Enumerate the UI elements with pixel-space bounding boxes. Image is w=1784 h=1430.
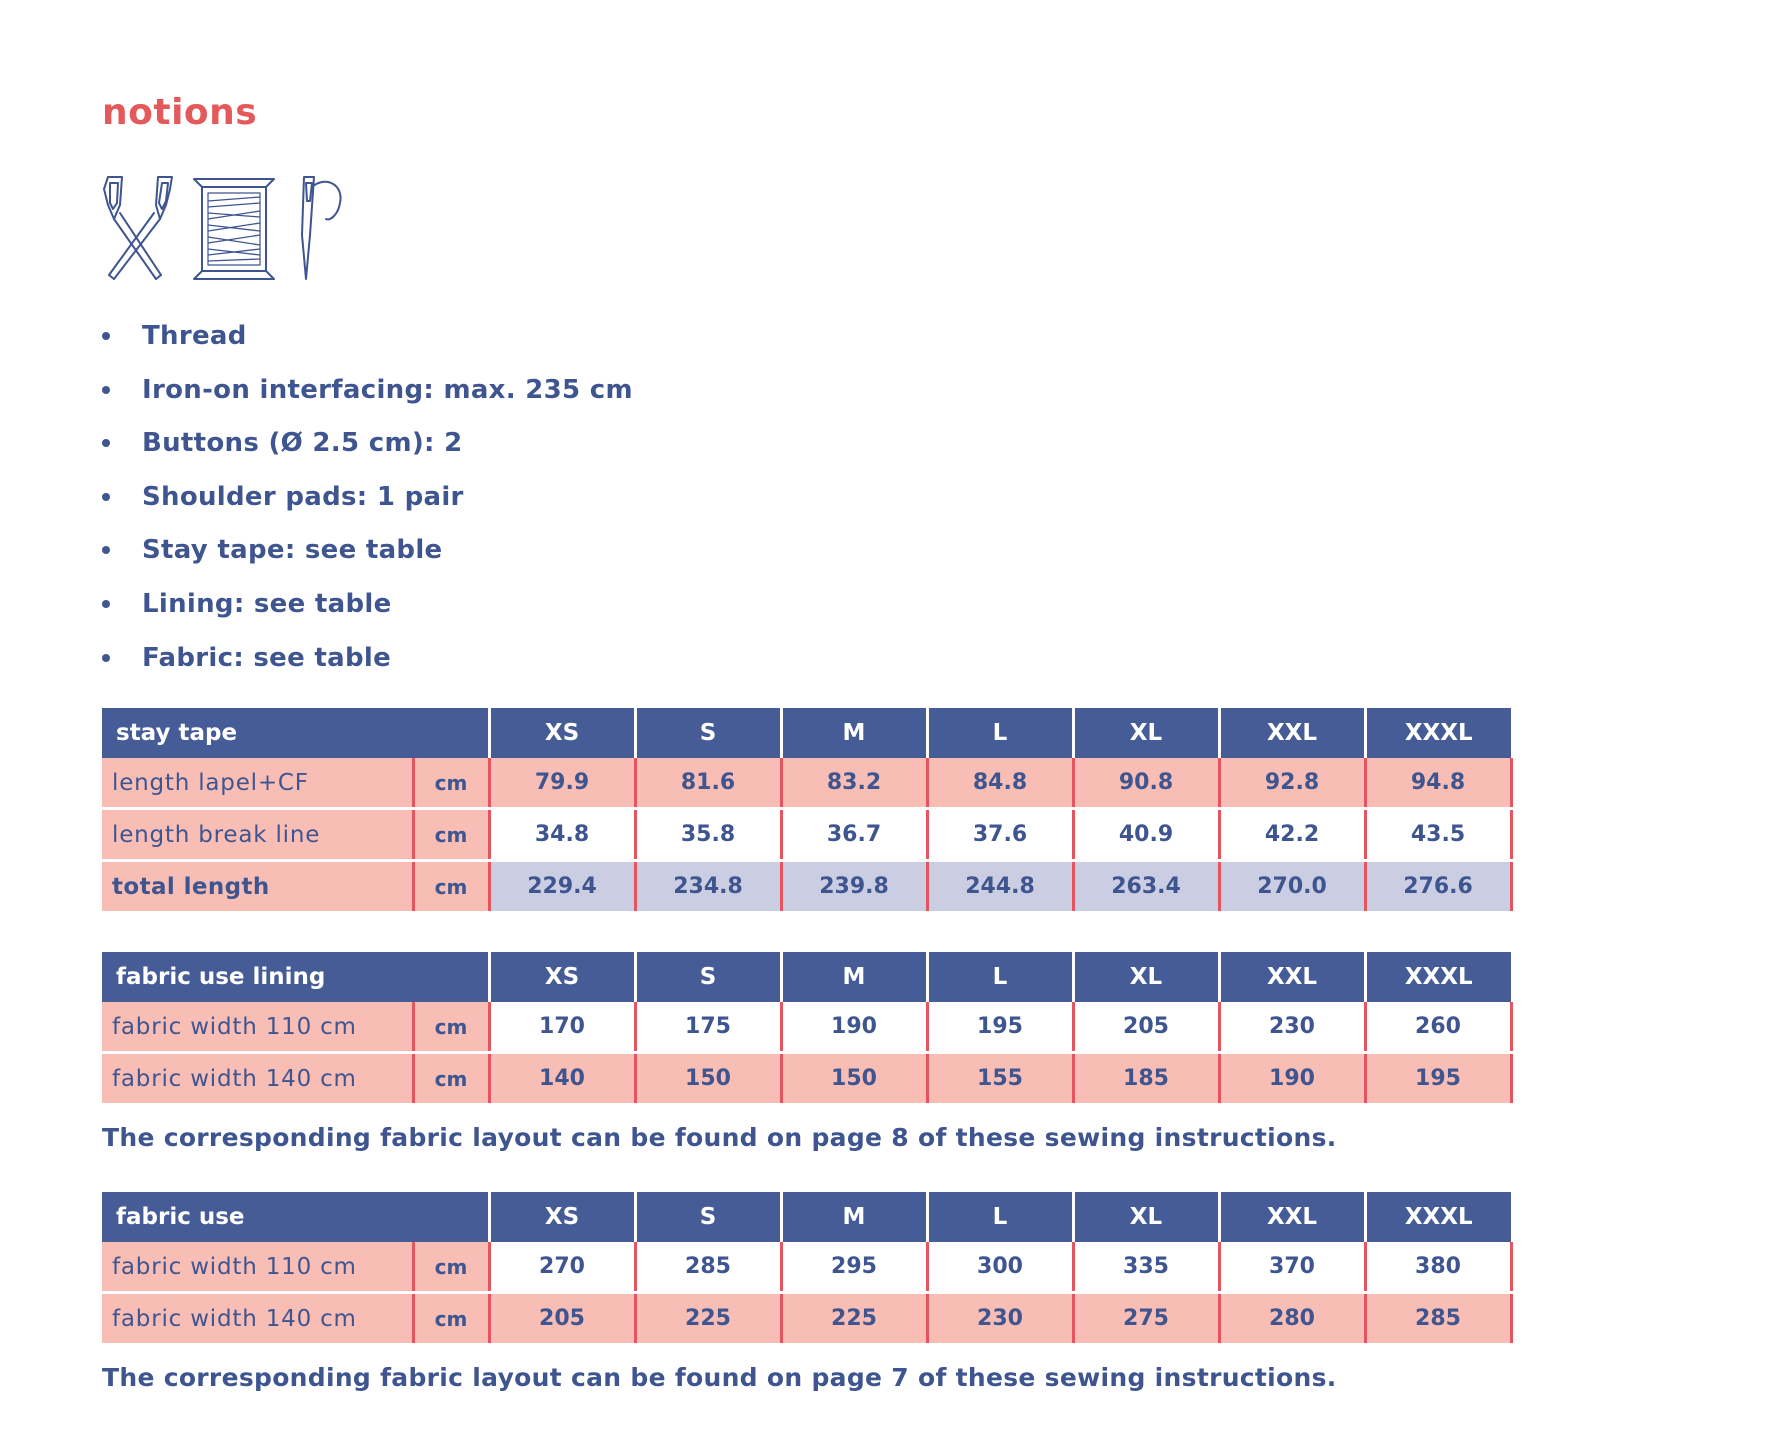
row-unit: cm <box>413 1053 489 1104</box>
table-cell: 380 <box>1365 1242 1511 1293</box>
table-cell: 285 <box>635 1242 781 1293</box>
table-title: fabric use <box>102 1192 489 1242</box>
table-header-row <box>102 708 1511 758</box>
table-cell: 230 <box>927 1293 1073 1344</box>
table-header-row <box>102 1192 1511 1242</box>
notions-list <box>100 316 633 691</box>
table-cell: 42.2 <box>1219 809 1365 861</box>
list-item-text: Thread <box>142 321 247 351</box>
row-unit: cm <box>413 1002 489 1053</box>
table-cell: 195 <box>927 1002 1073 1053</box>
table-cell: 92.8 <box>1219 758 1365 809</box>
stay-tape-table <box>102 708 1513 911</box>
table-cell: 280 <box>1219 1293 1365 1344</box>
list-item <box>100 638 633 692</box>
table-cell: 263.4 <box>1073 861 1219 912</box>
size-header: M <box>781 708 927 758</box>
table-cell: 84.8 <box>927 758 1073 809</box>
table-cell: 36.7 <box>781 809 927 861</box>
size-header: XS <box>489 708 635 758</box>
list-item <box>100 530 633 584</box>
table-cell: 170 <box>489 1002 635 1053</box>
table-cell: 90.8 <box>1073 758 1219 809</box>
bullet-icon <box>102 386 110 394</box>
row-unit: cm <box>413 758 489 809</box>
size-header: S <box>635 1192 781 1242</box>
table-cell: 205 <box>489 1293 635 1344</box>
table-cell: 239.8 <box>781 861 927 912</box>
row-label: fabric width 110 cm <box>102 1242 413 1293</box>
size-header: L <box>927 1192 1073 1242</box>
table-cell: 234.8 <box>635 861 781 912</box>
table-cell: 34.8 <box>489 809 635 861</box>
notions-icon-group <box>100 175 360 283</box>
table-cell: 205 <box>1073 1002 1219 1053</box>
table-cell: 175 <box>635 1002 781 1053</box>
lining-table <box>102 952 1513 1103</box>
table-cell: 83.2 <box>781 758 927 809</box>
size-header: XS <box>489 952 635 1002</box>
table-cell: 300 <box>927 1242 1073 1293</box>
list-item-text: Iron-on interfacing: max. 235 cm <box>142 374 633 405</box>
table-cell: 225 <box>635 1293 781 1344</box>
table-cell: 40.9 <box>1073 809 1219 861</box>
table-cell: 140 <box>489 1053 635 1104</box>
bullet-icon <box>102 600 110 608</box>
bullet-icon <box>102 439 110 447</box>
table-cell: 225 <box>781 1293 927 1344</box>
notions-icons <box>100 175 360 283</box>
fabric-use-table <box>102 1192 1513 1343</box>
list-item-text: Lining: see table <box>142 588 392 619</box>
table-cell: 260 <box>1365 1002 1511 1053</box>
table-cell: 185 <box>1073 1053 1219 1104</box>
list-item-text: Fabric: see table <box>142 642 392 673</box>
bullet-icon <box>102 493 110 501</box>
table-cell: 275 <box>1073 1293 1219 1344</box>
bullet-icon <box>102 546 110 554</box>
bullet-icon <box>102 654 110 662</box>
list-item <box>100 584 633 638</box>
table-cell: 195 <box>1365 1053 1511 1104</box>
size-header: M <box>781 952 927 1002</box>
table-cell: 230 <box>1219 1002 1365 1053</box>
size-header: XL <box>1073 952 1219 1002</box>
table-title: stay tape <box>102 708 489 758</box>
table-cell: 150 <box>635 1053 781 1104</box>
bullet-icon <box>102 332 110 340</box>
row-label: fabric width 140 cm <box>102 1293 413 1344</box>
row-unit: cm <box>413 861 489 912</box>
row-label: fabric width 110 cm <box>102 1002 413 1053</box>
size-header: XL <box>1073 708 1219 758</box>
table-row <box>102 758 1511 809</box>
table-row <box>102 1242 1511 1293</box>
table-cell: 81.6 <box>635 758 781 809</box>
size-header: XL <box>1073 1192 1219 1242</box>
size-header: S <box>635 952 781 1002</box>
table-title: fabric use lining <box>102 952 489 1002</box>
size-header: M <box>781 1192 927 1242</box>
list-item <box>100 370 633 424</box>
table-header-row <box>102 952 1511 1002</box>
table-row <box>102 1293 1511 1344</box>
table-cell: 370 <box>1219 1242 1365 1293</box>
size-header: L <box>927 708 1073 758</box>
table-cell: 270 <box>489 1242 635 1293</box>
table-row <box>102 861 1511 912</box>
row-label: length break line <box>102 809 413 861</box>
table-cell: 94.8 <box>1365 758 1511 809</box>
table-cell: 37.6 <box>927 809 1073 861</box>
size-header: XXXL <box>1365 952 1511 1002</box>
size-header: XXL <box>1219 1192 1365 1242</box>
list-item-text: Stay tape: see table <box>142 535 443 566</box>
table-cell: 244.8 <box>927 861 1073 912</box>
size-header: XXL <box>1219 952 1365 1002</box>
table-cell: 270.0 <box>1219 861 1365 912</box>
row-unit: cm <box>413 809 489 861</box>
row-label: fabric width 140 cm <box>102 1053 413 1104</box>
needle-icon <box>302 177 341 279</box>
thread-spool-icon <box>194 179 274 279</box>
size-header: XXXL <box>1365 1192 1511 1242</box>
table-cell: 35.8 <box>635 809 781 861</box>
table-cell: 190 <box>1219 1053 1365 1104</box>
row-unit: cm <box>413 1242 489 1293</box>
table-cell: 43.5 <box>1365 809 1511 861</box>
table-row <box>102 1053 1511 1104</box>
table-cell: 295 <box>781 1242 927 1293</box>
list-item-text: Shoulder pads: 1 pair <box>142 481 464 512</box>
size-header: S <box>635 708 781 758</box>
size-header: XXXL <box>1365 708 1511 758</box>
table-cell: 276.6 <box>1365 861 1511 912</box>
list-item <box>100 423 633 477</box>
size-header: L <box>927 952 1073 1002</box>
page-heading: notions <box>102 92 258 133</box>
size-header: XXL <box>1219 708 1365 758</box>
table-cell: 190 <box>781 1002 927 1053</box>
list-item <box>100 477 633 531</box>
list-item <box>100 316 633 370</box>
lining-layout-note: The corresponding fabric layout can be found on page 8 of these sewing instructions. <box>102 1123 1337 1152</box>
table-row <box>102 809 1511 861</box>
row-unit: cm <box>413 1293 489 1344</box>
table-cell: 229.4 <box>489 861 635 912</box>
table-cell: 155 <box>927 1053 1073 1104</box>
table-cell: 150 <box>781 1053 927 1104</box>
scissors-icon <box>104 177 172 279</box>
table-cell: 285 <box>1365 1293 1511 1344</box>
row-label: total length <box>102 861 413 912</box>
table-cell: 335 <box>1073 1242 1219 1293</box>
fabric-layout-note: The corresponding fabric layout can be found on page 7 of these sewing instructions. <box>102 1363 1337 1392</box>
table-row <box>102 1002 1511 1053</box>
table-cell: 79.9 <box>489 758 635 809</box>
size-header: XS <box>489 1192 635 1242</box>
list-item-text: Buttons (Ø 2.5 cm): 2 <box>142 428 463 459</box>
row-label: length lapel+CF <box>102 758 413 809</box>
